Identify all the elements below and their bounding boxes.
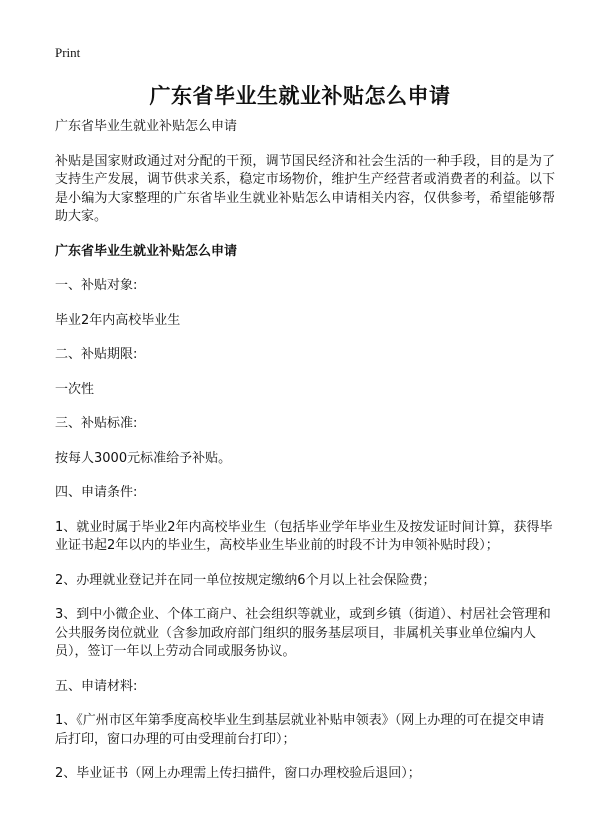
material-1: 1、《广州市区年第季度高校毕业生到基层就业补贴申领表》（网上办理的可在提交申请后打印，窗口办理的可由受理前台打印）； bbox=[55, 713, 545, 747]
item-label-target: 一、补贴对象: bbox=[55, 278, 138, 293]
item-label-materials: 五、申请材料: bbox=[55, 678, 138, 694]
print-link[interactable]: Print bbox=[55, 45, 81, 60]
item-label-conditions: 四、申请条件: bbox=[55, 485, 138, 500]
item-label-period: 二、补贴期限: bbox=[55, 347, 138, 362]
material-2: 2、毕业证书（网上办理需上传扫描件，窗口办理校验后退回）； bbox=[55, 766, 421, 781]
intro-paragraph: 补贴是国家财政通过对分配的干预，调节国民经济和社会生活的一种手段，目的是为了支持生产发展，调节供求关系，稳定市场物价，维护生产经营者或消费者的利益。以下是小编为大家整理的广东省毕业生就业补贴怎么申请相关内容，仅供参考，希望能够帮助大家。 bbox=[55, 153, 555, 224]
condition-1: 1、就业时属于毕业2年内高校毕业生（包括毕业学年毕业生及按发证时间计算，获得毕业证书起2年以内的毕业生，高校毕业生毕业前的时段不计为申领补贴时段）； bbox=[55, 519, 553, 553]
article-subtitle: 广东省毕业生就业补贴怎么申请 bbox=[55, 119, 238, 134]
condition-3: 3、到中小微企业、个体工商户、社会组织等就业，或到乡镇（街道）、村居社会管理和公共服务岗位就业（含参加政府部门组织的服务基层项目，非属机关事业单位编内人员），签订一年以上劳动合同或服务协议。 bbox=[55, 607, 551, 659]
item-value-target: 毕业2年内高校毕业生 bbox=[55, 312, 181, 328]
article-body bbox=[55, 118, 555, 800]
item-label-standard: 三、补贴标准: bbox=[55, 416, 138, 431]
section-heading: 广东省毕业生就业补贴怎么申请 bbox=[55, 243, 238, 259]
item-value-standard: 按每人3000元标准给予补贴。 bbox=[55, 450, 232, 466]
article-title: 广东省毕业生就业补贴怎么申请 bbox=[149, 84, 451, 108]
item-value-period: 一次性 bbox=[55, 381, 95, 397]
condition-2: 2、办理就业登记并在同一单位按规定缴纳6个月以上社会保险费； bbox=[55, 572, 436, 588]
